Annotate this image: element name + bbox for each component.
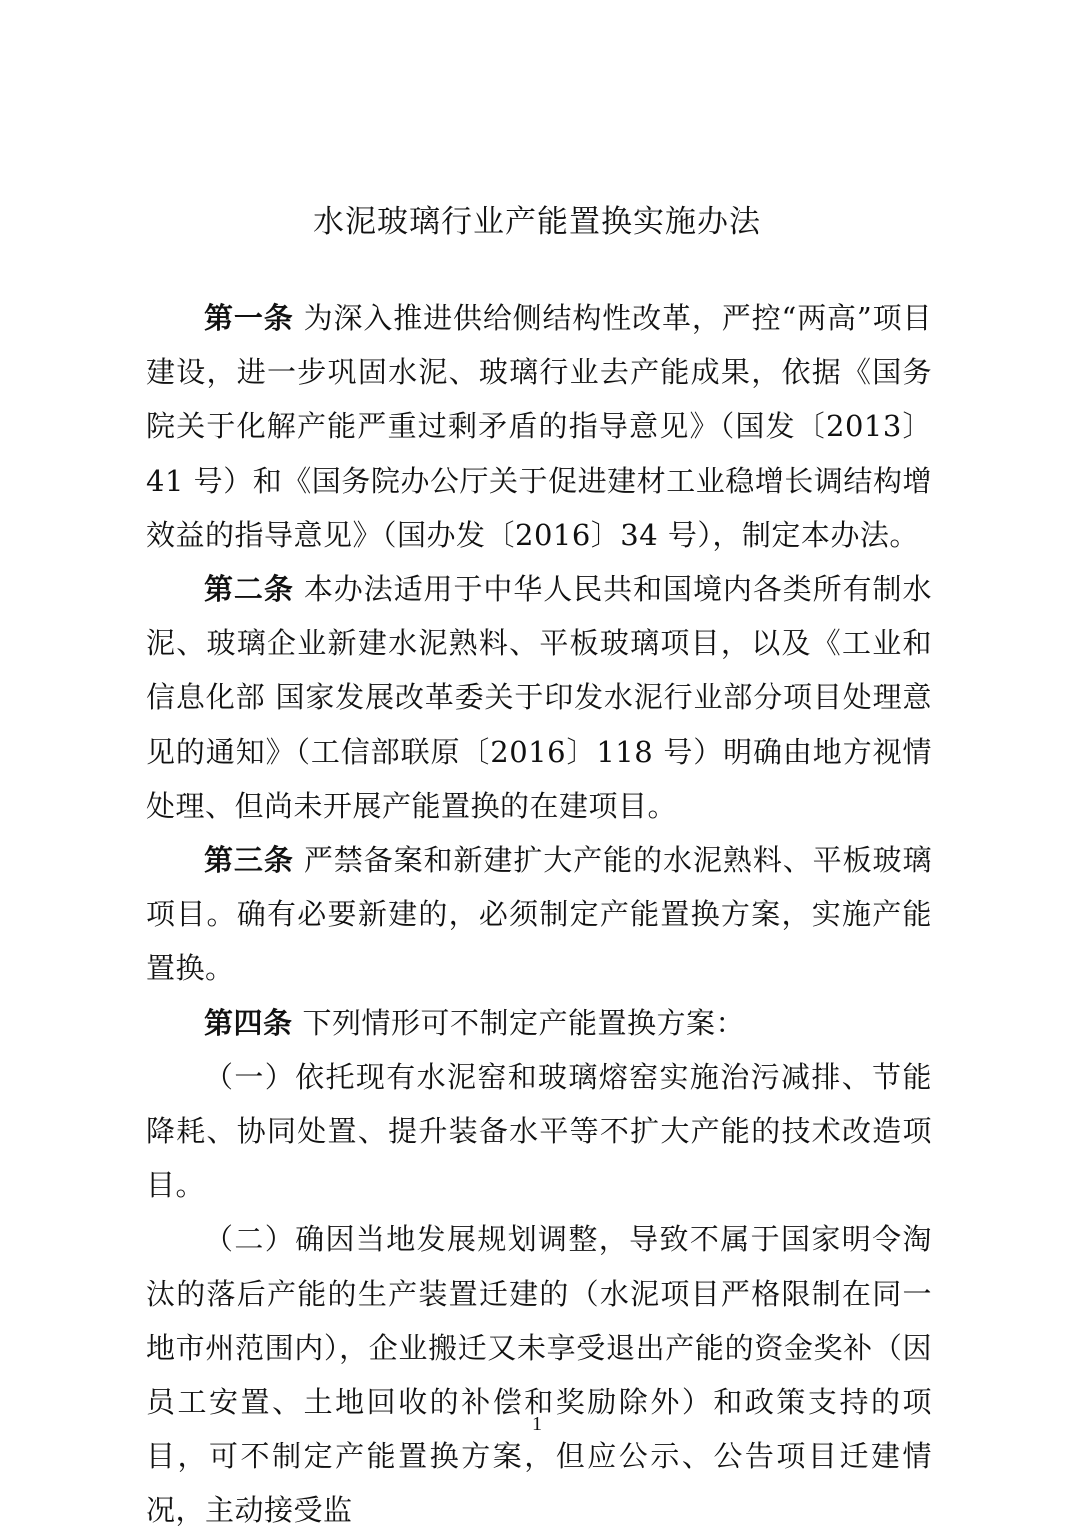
article-heading: 第三条 (204, 843, 294, 878)
article-heading: 第一条 (204, 301, 294, 335)
clause-paragraph (146, 1050, 932, 1213)
article-heading: 第四条 (204, 1005, 293, 1040)
article-text: 本办法适用于中华人民共和国境内各类所有制水泥、玻璃企业新建水泥熟料、平板玻璃项目，以及《工业和信息化部 国家发展改革委关于印发水泥行业部分项目处理意见的通知》（工信部联原〔2016〕118 号）明确由地方视情处理、但尚未开展产能置换的在建项目。 (146, 572, 932, 823)
document-body (146, 291, 932, 1538)
page-number: 1 (532, 1413, 542, 1435)
article-paragraph (146, 562, 932, 833)
article-heading: 第二条 (204, 572, 294, 607)
clause-paragraph (146, 1212, 932, 1537)
article-paragraph (146, 833, 932, 996)
article-text: 下列情形可不制定产能置换方案： (302, 1005, 746, 1040)
clause-text: （一）依托现有水泥窑和玻璃熔窑实施治污减排、节能降耗、协同处置、提升装备水平等不扩大产能的技术改造项目。 (146, 1059, 932, 1203)
article-paragraph (146, 996, 932, 1050)
article-paragraph (146, 291, 932, 562)
document-title: 水泥玻璃行业产能置换实施办法 (313, 204, 761, 240)
article-text: 严禁备案和新建扩大产能的水泥熟料、平板玻璃项目。确有必要新建的，必须制定产能置换方案，实施产能置换。 (146, 843, 932, 986)
clause-text: （二）确因当地发展规划调整，导致不属于国家明令淘汰的落后产能的生产装置迁建的（水泥项目严格限制在同一地市州范围内），企业搬迁又未享受退出产能的资金奖补（因员工安置、土地回收的补偿和奖励除外）和政策支持的项目，可不制定产能置换方案，但应公示、公告项目迁建情况，主动接受监 (146, 1222, 932, 1528)
article-text: 为深入推进供给侧结构性改革，严控“两高”项目建设，进一步巩固水泥、玻璃行业去产能成果，依据《国务院关于化解产能严重过剩矛盾的指导意见》（国发〔2013〕41 号）和《国务院办公厅关于促进建材工业稳增长调结构增效益的指导意见》（国办发〔2016〕34 号），制定本办法。 (146, 301, 932, 552)
